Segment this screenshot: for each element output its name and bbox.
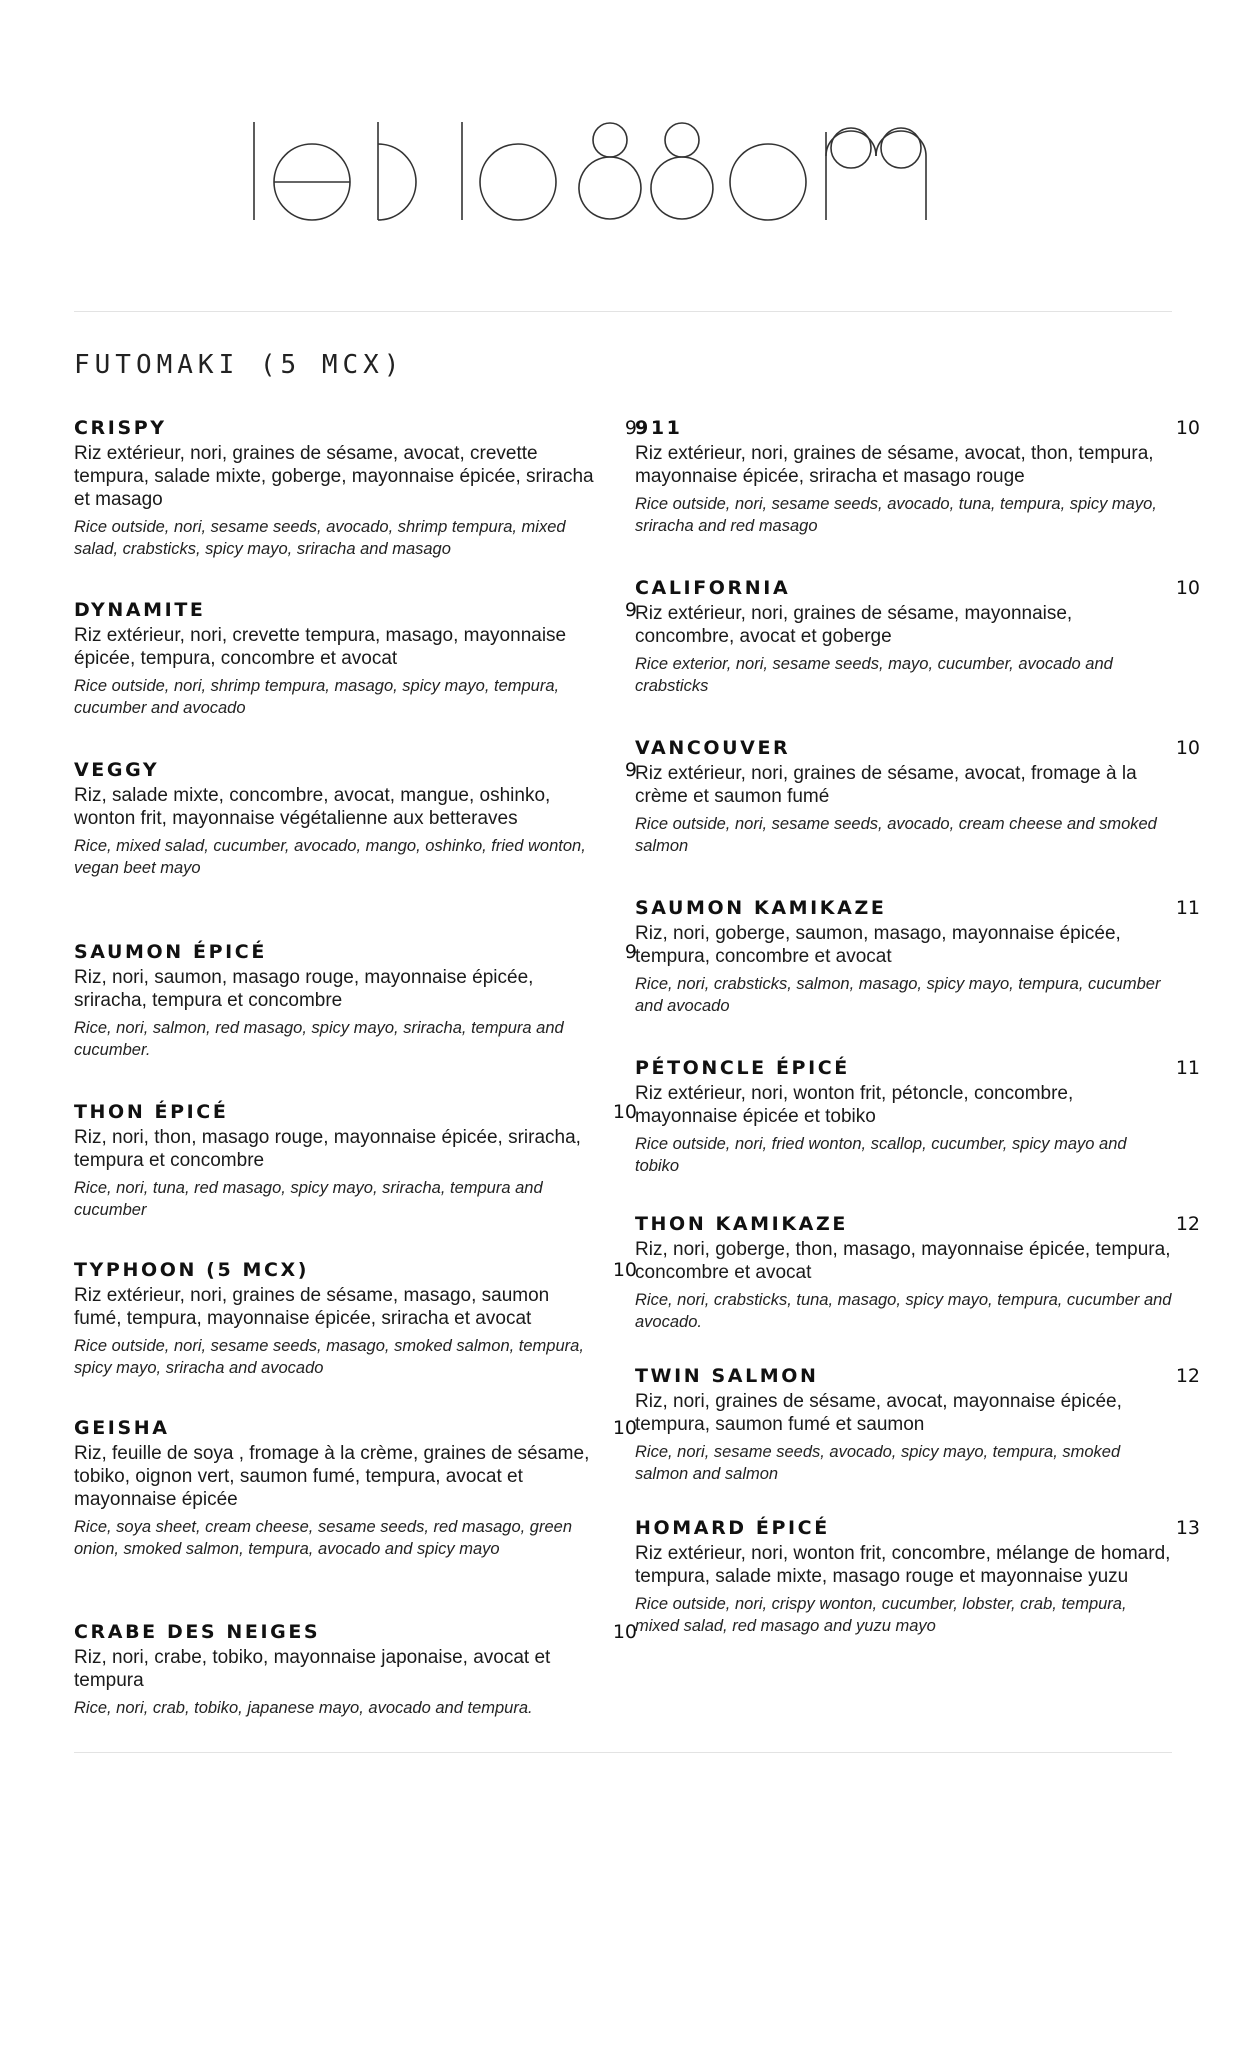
- menu-item-name: PÉTONCLE ÉPICÉ: [635, 1057, 850, 1079]
- menu-item-description-en: Rice, mixed salad, cucumber, avocado, mango, oshinko, fried wonton, vegan beet mayo: [74, 837, 586, 877]
- menu-item-price: 13: [1175, 1517, 1200, 1539]
- menu-item: [74, 598, 637, 719]
- menu-item-description-fr: Riz extérieur, nori, graines de sésame, masago, saumon fumé, tempura, mayonnaise épicée, sriracha et avocat: [74, 1285, 550, 1329]
- menu-item-price: 10: [612, 1621, 637, 1643]
- menu-item-description-en: Rice, nori, tuna, red masago, spicy mayo, sriracha, tempura and cucumber: [74, 1179, 543, 1219]
- menu-item-description-en: Rice outside, nori, fried wonton, scallop, cucumber, spicy mayo and tobiko: [635, 1135, 1127, 1175]
- menu-item-name: SAUMON KAMIKAZE: [635, 897, 887, 919]
- menu-item: [74, 1258, 637, 1379]
- menu-item-price: 11: [1175, 897, 1200, 919]
- menu-item-description-en: Rice, soya sheet, cream cheese, sesame seeds, red masago, green onion, smoked salmon, tempura, avocado and spicy mayo: [74, 1518, 573, 1558]
- menu-item-price: 9: [624, 599, 637, 621]
- menu-item: [635, 896, 1200, 1017]
- menu-item-name: GEISHA: [74, 1417, 170, 1439]
- menu-item-description-fr: Riz, salade mixte, concombre, avocat, mangue, oshinko, wonton frit, mayonnaise végétalienne aux betteraves: [74, 785, 551, 829]
- menu-item-price: 10: [612, 1101, 637, 1123]
- menu-item: [635, 736, 1200, 857]
- menu-item-price: 10: [612, 1417, 637, 1439]
- menu-item-price: 12: [1175, 1365, 1200, 1387]
- menu-item-price: 9: [624, 941, 637, 963]
- menu-item: [74, 1416, 637, 1560]
- menu-item: [635, 1516, 1200, 1637]
- menu-item: [635, 1212, 1200, 1333]
- menu-item-name: CALIFORNIA: [635, 577, 791, 599]
- menu-item-name: DYNAMITE: [74, 599, 206, 621]
- menu-item-description-en: Rice, nori, crabsticks, tuna, masago, spicy mayo, tempura, cucumber and avocado.: [635, 1291, 1172, 1331]
- menu-item-name: 911: [635, 417, 683, 439]
- brand-logo: [250, 122, 995, 222]
- menu-item-name: SAUMON ÉPICÉ: [74, 941, 267, 963]
- menu-item-description-fr: Riz, nori, crabe, tobiko, mayonnaise japonaise, avocat et tempura: [74, 1647, 551, 1691]
- menu-item-price: 12: [1175, 1213, 1200, 1235]
- menu-item-description-fr: Riz extérieur, nori, graines de sésame, avocat, thon, tempura, mayonnaise épicée, sriracha et masago rouge: [635, 443, 1154, 487]
- menu-item-name: HOMARD ÉPICÉ: [635, 1517, 830, 1539]
- menu-item-description-fr: Riz extérieur, nori, graines de sésame, avocat, fromage à la crème et saumon fumé: [635, 763, 1137, 807]
- menu-item: [74, 940, 637, 1061]
- menu-item-price: 10: [1175, 737, 1200, 759]
- menu-item: [74, 416, 637, 560]
- section-title: FUTOMAKI (5 MCX): [74, 350, 405, 380]
- menu-item-description-fr: Riz, nori, graines de sésame, avocat, mayonnaise épicée, tempura, saumon fumé et saumon: [635, 1391, 1122, 1435]
- menu-item-description-fr: Riz extérieur, nori, graines de sésame, avocat, crevette tempura, salade mixte, goberge, mayonnaise épicée, sriracha et masago: [74, 443, 594, 510]
- menu-item-description-en: Rice, nori, salmon, red masago, spicy mayo, sriracha, tempura and cucumber.: [74, 1019, 564, 1059]
- menu-item-description-en: Rice, nori, crab, tobiko, japanese mayo, avocado and tempura.: [74, 1699, 533, 1717]
- menu-item-price: 9: [624, 759, 637, 781]
- menu-item-description-fr: Riz, feuille de soya , fromage à la crème, graines de sésame, tobiko, oignon vert, saumon fumé, tempura, avocat et mayonnaise épicée: [74, 1443, 590, 1510]
- menu-item: [635, 416, 1200, 537]
- menu-item-name: THON KAMIKAZE: [635, 1213, 848, 1235]
- menu-item: [635, 1364, 1200, 1485]
- logo-wordmark-graphic: [250, 122, 995, 222]
- menu-item: [74, 1100, 637, 1221]
- menu-item-description-fr: Riz extérieur, nori, wonton frit, pétoncle, concombre, mayonnaise épicée et tobiko: [635, 1083, 1074, 1127]
- menu-item: [74, 758, 637, 879]
- top-divider: [74, 311, 1172, 312]
- menu-item-price: 10: [1175, 417, 1200, 439]
- menu-item-description-en: Rice outside, nori, sesame seeds, avocado, tuna, tempura, spicy mayo, sriracha and red masago: [635, 495, 1157, 535]
- menu-item-description-fr: Riz, nori, goberge, saumon, masago, mayonnaise épicée, tempura, concombre et avocat: [635, 923, 1121, 967]
- bottom-divider: [74, 1752, 1172, 1753]
- menu-item-description-fr: Riz, nori, saumon, masago rouge, mayonnaise épicée, sriracha, tempura et concombre: [74, 967, 534, 1011]
- menu-item-name: CRISPY: [74, 417, 167, 439]
- menu-item: [635, 576, 1200, 697]
- menu-item: [74, 1620, 637, 1719]
- menu-item-description-fr: Riz extérieur, nori, wonton frit, concombre, mélange de homard, tempura, salade mixte, masago rouge et mayonnaise yuzu: [635, 1543, 1171, 1587]
- menu-item-description-fr: Riz, nori, goberge, thon, masago, mayonnaise épicée, tempura, concombre et avocat: [635, 1239, 1171, 1283]
- menu-item-description-en: Rice outside, nori, sesame seeds, avocado, shrimp tempura, mixed salad, crabsticks, spicy mayo, sriracha and masago: [74, 518, 566, 558]
- menu-item-price: 11: [1175, 1057, 1200, 1079]
- menu-item-description-en: Rice outside, nori, sesame seeds, masago, smoked salmon, tempura, spicy mayo, sriracha and avocado: [74, 1337, 584, 1377]
- menu-item-name: TWIN SALMON: [635, 1365, 819, 1387]
- menu-item-name: VEGGY: [74, 759, 160, 781]
- menu-item-description-fr: Riz extérieur, nori, crevette tempura, masago, mayonnaise épicée, tempura, concombre et avocat: [74, 625, 567, 669]
- menu-item-name: TYPHOON (5 MCX): [74, 1259, 310, 1281]
- menu-item-name: CRABE DES NEIGES: [74, 1621, 321, 1643]
- menu-item-description-en: Rice outside, nori, sesame seeds, avocado, cream cheese and smoked salmon: [635, 815, 1157, 855]
- menu-item-price: 10: [1175, 577, 1200, 599]
- menu-item-price: 9: [624, 417, 637, 439]
- menu-item-description-en: Rice, nori, sesame seeds, avocado, spicy mayo, tempura, smoked salmon and salmon: [635, 1443, 1121, 1483]
- menu-item-description-en: Rice, nori, crabsticks, salmon, masago, spicy mayo, tempura, cucumber and avocado: [635, 975, 1161, 1015]
- menu-item-description-en: Rice exterior, nori, sesame seeds, mayo, cucumber, avocado and crabsticks: [635, 655, 1113, 695]
- menu-item-description-en: Rice outside, nori, crispy wonton, cucumber, lobster, crab, tempura, mixed salad, red masago and yuzu mayo: [635, 1595, 1127, 1635]
- menu-item-description-fr: Riz, nori, thon, masago rouge, mayonnaise épicée, sriracha, tempura et concombre: [74, 1127, 581, 1171]
- menu-item-name: THON ÉPICÉ: [74, 1101, 229, 1123]
- menu-item-name: VANCOUVER: [635, 737, 791, 759]
- menu-item: [635, 1056, 1200, 1177]
- menu-item-description-fr: Riz extérieur, nori, graines de sésame, mayonnaise, concombre, avocat et goberge: [635, 603, 1073, 647]
- menu-item-price: 10: [612, 1259, 637, 1281]
- menu-item-description-en: Rice outside, nori, shrimp tempura, masago, spicy mayo, tempura, cucumber and avocado: [74, 677, 560, 717]
